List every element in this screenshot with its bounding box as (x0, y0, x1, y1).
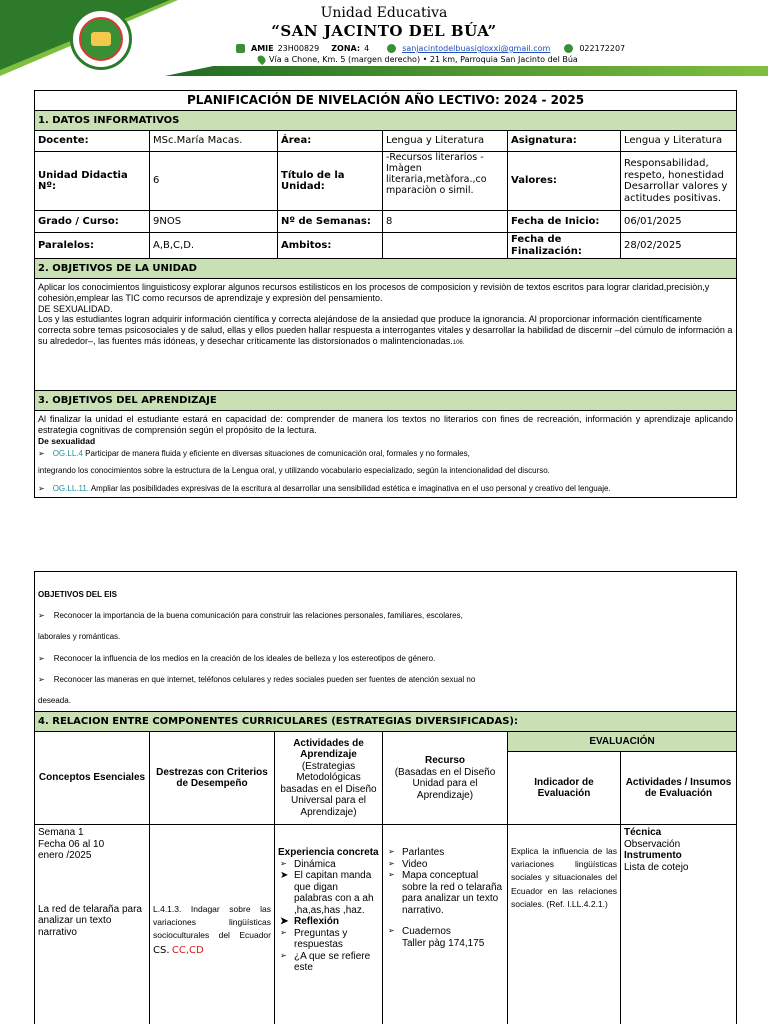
og-ll-11-code: OG.LL.11. (52, 483, 90, 493)
destreza-cell (150, 825, 275, 1024)
instrumento-label: Instrumento (624, 850, 682, 861)
zona-value: 4 (364, 44, 370, 53)
act-eval-cell (621, 825, 737, 1024)
recurso-item: ➢ Cuadernos (386, 926, 504, 938)
unit-objective-3 (38, 314, 733, 347)
bullet-arrow-icon: ➢ (38, 448, 45, 458)
tecnica-label: Técnica (624, 827, 662, 838)
paralelos-value: A,B,C,D. (150, 233, 278, 259)
actividad-item: ➤ El capitan manda que digan palabras con a ah ,ha,as,has ,haz. (278, 870, 379, 916)
indicador-text: Explica la influencia de las variaciones lingüísticas sociales y situacionales del Ecuador en las relaciones sociales. (Ref. I.LL.4.2.1.) (511, 846, 617, 909)
concepto-cell (35, 825, 150, 1024)
recurso-item: ➢ Mapa conceptual sobre la red o telaraña para analizar un texto narrativo. (386, 870, 504, 916)
og-ll-11-item (38, 484, 733, 494)
destreza-text (153, 903, 271, 958)
concepto-text: La red de telaraña para analizar un texto narrativo (38, 903, 142, 938)
bullet-arrow-icon: ➢ (38, 611, 45, 621)
recursos-list (386, 847, 504, 938)
semanas-label: Nº de Semanas: (278, 211, 383, 233)
section-1-heading: 1. DATOS INFORMATIVOS (35, 111, 737, 131)
curricular-table (34, 571, 737, 1024)
building-icon (236, 44, 245, 53)
email-link[interactable]: sanjacintodelbuasigloxxi@gmail.com (402, 44, 551, 53)
bullet-arrow-icon: ➢ (38, 483, 45, 493)
section-3-heading: 3. OBJETIVOS DEL APRENDIZAJE (35, 391, 737, 411)
eis-objectives (35, 572, 737, 712)
school-label: Unidad Educativa (320, 5, 448, 21)
actividades-list (278, 859, 379, 974)
learning-objective-sexuality: De sexualidad (38, 435, 96, 446)
unit-objective-ref: 106. (452, 339, 465, 346)
unit-objectives (35, 279, 737, 391)
asignatura-label: Asignatura: (508, 131, 621, 152)
school-logo (70, 8, 132, 70)
learning-objectives (35, 411, 737, 498)
unit-objective-2: DE SEXUALIDAD. (38, 303, 113, 314)
destreza-body: L.4.1.3. Indagar sobre las variaciones lingüísticas socioculturales del Ecuador (153, 904, 271, 941)
planning-table (34, 90, 737, 498)
bullet-arrow-icon: ➢ (38, 653, 45, 663)
col-evaluacion: EVALUACIÓN (508, 732, 737, 752)
destreza-cs: CS. (153, 944, 170, 956)
reflexion-item: ➢ Preguntas y respuestas (278, 928, 379, 951)
og-ll-4-text: Participar de manera fluida y eficiente en diversas situaciones de comunicación oral, formales y no formales, (82, 448, 470, 458)
amie-value: 23H00829 (277, 44, 320, 53)
docente-label: Docente: (35, 131, 150, 152)
col-destrezas: Destrezas con Criterios de Desempeño (150, 732, 275, 825)
email-icon (387, 44, 396, 53)
unit-objective-3-text: Los y las estudiantes logran adquirir información científica y correcta alejándose de la ansiedad que produce la ignorancia. Al proporcionar información científicamente correcta sobre temas psicosociales y de salud, ellas y ellos pueden hallar respuesta a interrogantes vitales y desarrollar la habilidad de discernir –del cúmulo de información a su alrededor–, las fuentes más idóneas, y desechar críticamente las distorsionados o malintencionadas. (38, 314, 733, 346)
section-4-heading: 4. RELACION ENTRE COMPONENTES CURRICULARES (ESTRATEGIAS DIVERSIFICADAS): (35, 712, 737, 732)
grado-label: Grado / Curso: (35, 211, 150, 233)
col-actividades-title: Actividades de Aprendizaje (293, 737, 364, 761)
eis-line-1-text: Reconocer la importancia de la buena comunicación para construir las relaciones personales, familiares, escolares, (53, 611, 463, 621)
recurso-taller: Taller pàg 174,175 (402, 937, 485, 949)
semanas-value: 8 (383, 211, 508, 233)
address-row (258, 55, 578, 64)
eis-line-3-text: Reconocer las maneras en que internet, teléfonos celulares y redes sociales pueden ser fuentes de atención sexual no (53, 674, 476, 684)
col-indicador: Indicador de Evaluación (508, 752, 621, 825)
unidad-value: 6 (150, 152, 278, 211)
fecha-label: Fecha 06 al 10 enero /2025 (38, 838, 105, 861)
unit-objective-1: Aplicar los conocimientos linguisticosy explorar algunos recursos estilisticos en los procesos de composicion y revisiòn de textos escritos para lograr claridad,precisiòn,y cohesiòn,emplear las TIC como recursos de aprendizaje y expresiòn del pensamiento. (38, 282, 710, 303)
amie-label: AMIE (251, 44, 274, 53)
eis-line-1 (38, 611, 733, 620)
experiencia-label: Experiencia concreta (278, 847, 379, 858)
col-conceptos: Conceptos Esenciales (35, 732, 150, 825)
og-ll-4-item (38, 449, 733, 459)
area-label: Área: (278, 131, 383, 152)
col-recurso-sub: (Basadas en el Diseño Unidad para el Aprendizaje) (394, 766, 496, 801)
grado-value: 9NOS (150, 211, 278, 233)
contact-row (236, 44, 625, 53)
col-actividades (275, 732, 383, 825)
docente-value: MSc.María Macas. (150, 131, 278, 152)
indicador-cell (508, 825, 621, 1024)
ambitos-label: Ambitos: (278, 233, 383, 259)
eis-line-2 (38, 654, 733, 663)
address-text: Vía a Chone, Km. 5 (margen derecho) • 21 km, Parroquia San Jacinto del Búa (269, 55, 578, 64)
instrumento-value: Lista de cotejo (624, 861, 689, 873)
col-act-eval: Actividades / Insumos de Evaluación (621, 752, 737, 825)
location-pin-icon (256, 54, 267, 65)
titulo-label: Título de la Unidad: (278, 152, 383, 211)
valores-label: Valores: (508, 152, 621, 211)
school-name: “SAN JACINTO DEL BÚA” (271, 22, 497, 40)
tecnica-value: Observación (624, 838, 681, 850)
zona-label: ZONA: (331, 44, 361, 53)
og-ll-11-text: Ampliar las posibilidades expresivas de la escritura al desarrollar una sensibilidad estética e imaginativa en el uso personal y creativo del lenguaje. (89, 483, 611, 493)
eis-line-3 (38, 675, 733, 684)
section-2-heading: 2. OBJETIVOS DE LA UNIDAD (35, 259, 737, 279)
eis-title: OBJETIVOS DEL EIS (38, 590, 117, 599)
logo-emblem-icon (79, 17, 123, 61)
actividad-item: ➢ Dinámica (278, 859, 379, 871)
phone-number: 022172207 (579, 44, 626, 53)
titulo-value: -Recursos literarios -Imàgen literaria,metàfora.,co mparaciòn o simil. (383, 152, 508, 211)
paralelos-label: Paralelos: (35, 233, 150, 259)
reflexion-item: ➢ ¿A que se refiere este (278, 951, 379, 974)
recurso-cell (383, 825, 508, 1024)
fin-value: 28/02/2025 (621, 233, 737, 259)
actividades-cell (275, 825, 383, 1024)
area-value: Lengua y Literatura (383, 131, 508, 152)
inicio-label: Fecha de Inicio: (508, 211, 621, 233)
eis-line-3b: deseada. (38, 695, 71, 705)
valores-value: Responsabilidad, respeto, honestidad Desarrollar valores y actitudes positivas. (621, 152, 737, 211)
col-actividades-sub: (Estrategias Metodológicas basadas en el Diseño Universal para el Aprendizaje) (280, 760, 377, 818)
recurso-item: ➢ Video (386, 859, 504, 871)
learning-objective-1: Al finalizar la unidad el estudiante estará en capacidad de: comprender de manera los textos no literarios con fines de recreación, información y aprendizaje aplicando estrategia cognitivas de comprensión según el propósito de la lectura. (38, 414, 734, 435)
destreza-cc: CC,CD (171, 944, 204, 956)
recurso-item: ➢ Parlantes (386, 847, 504, 859)
og-ll-4-continuation: integrando los conocimientos sobre la estructura de la Lengua oral, y utilizando vocabulario especializado, según la intencionalidad del discurso. (38, 466, 550, 476)
ambitos-value (383, 233, 508, 259)
eis-line-1b: laborales y románticas. (38, 632, 121, 642)
fin-label: Fecha de Finalización: (508, 233, 621, 259)
og-ll-4-code: OG.LL.4 (52, 448, 83, 458)
plan-title: PLANIFICACIÓN DE NIVELACIÓN AÑO LECTIVO: 2024 - 2025 (35, 91, 737, 111)
asignatura-value: Lengua y Literatura (621, 131, 737, 152)
header-green-band (165, 66, 768, 76)
reflexion-label: ➤ Reflexión (278, 916, 379, 928)
semana-label: Semana 1 (38, 827, 84, 838)
inicio-value: 06/01/2025 (621, 211, 737, 233)
col-recurso (383, 732, 508, 825)
eis-line-2-text: Reconocer la influencia de los medios en la creación de los ideales de belleza y los estereotipos de género. (53, 653, 436, 663)
col-recurso-title: Recurso (424, 755, 465, 766)
letterhead (0, 0, 768, 80)
unidad-label: Unidad Didactia Nº: (35, 152, 150, 211)
bullet-arrow-icon: ➢ (38, 674, 45, 684)
phone-icon (564, 44, 573, 53)
